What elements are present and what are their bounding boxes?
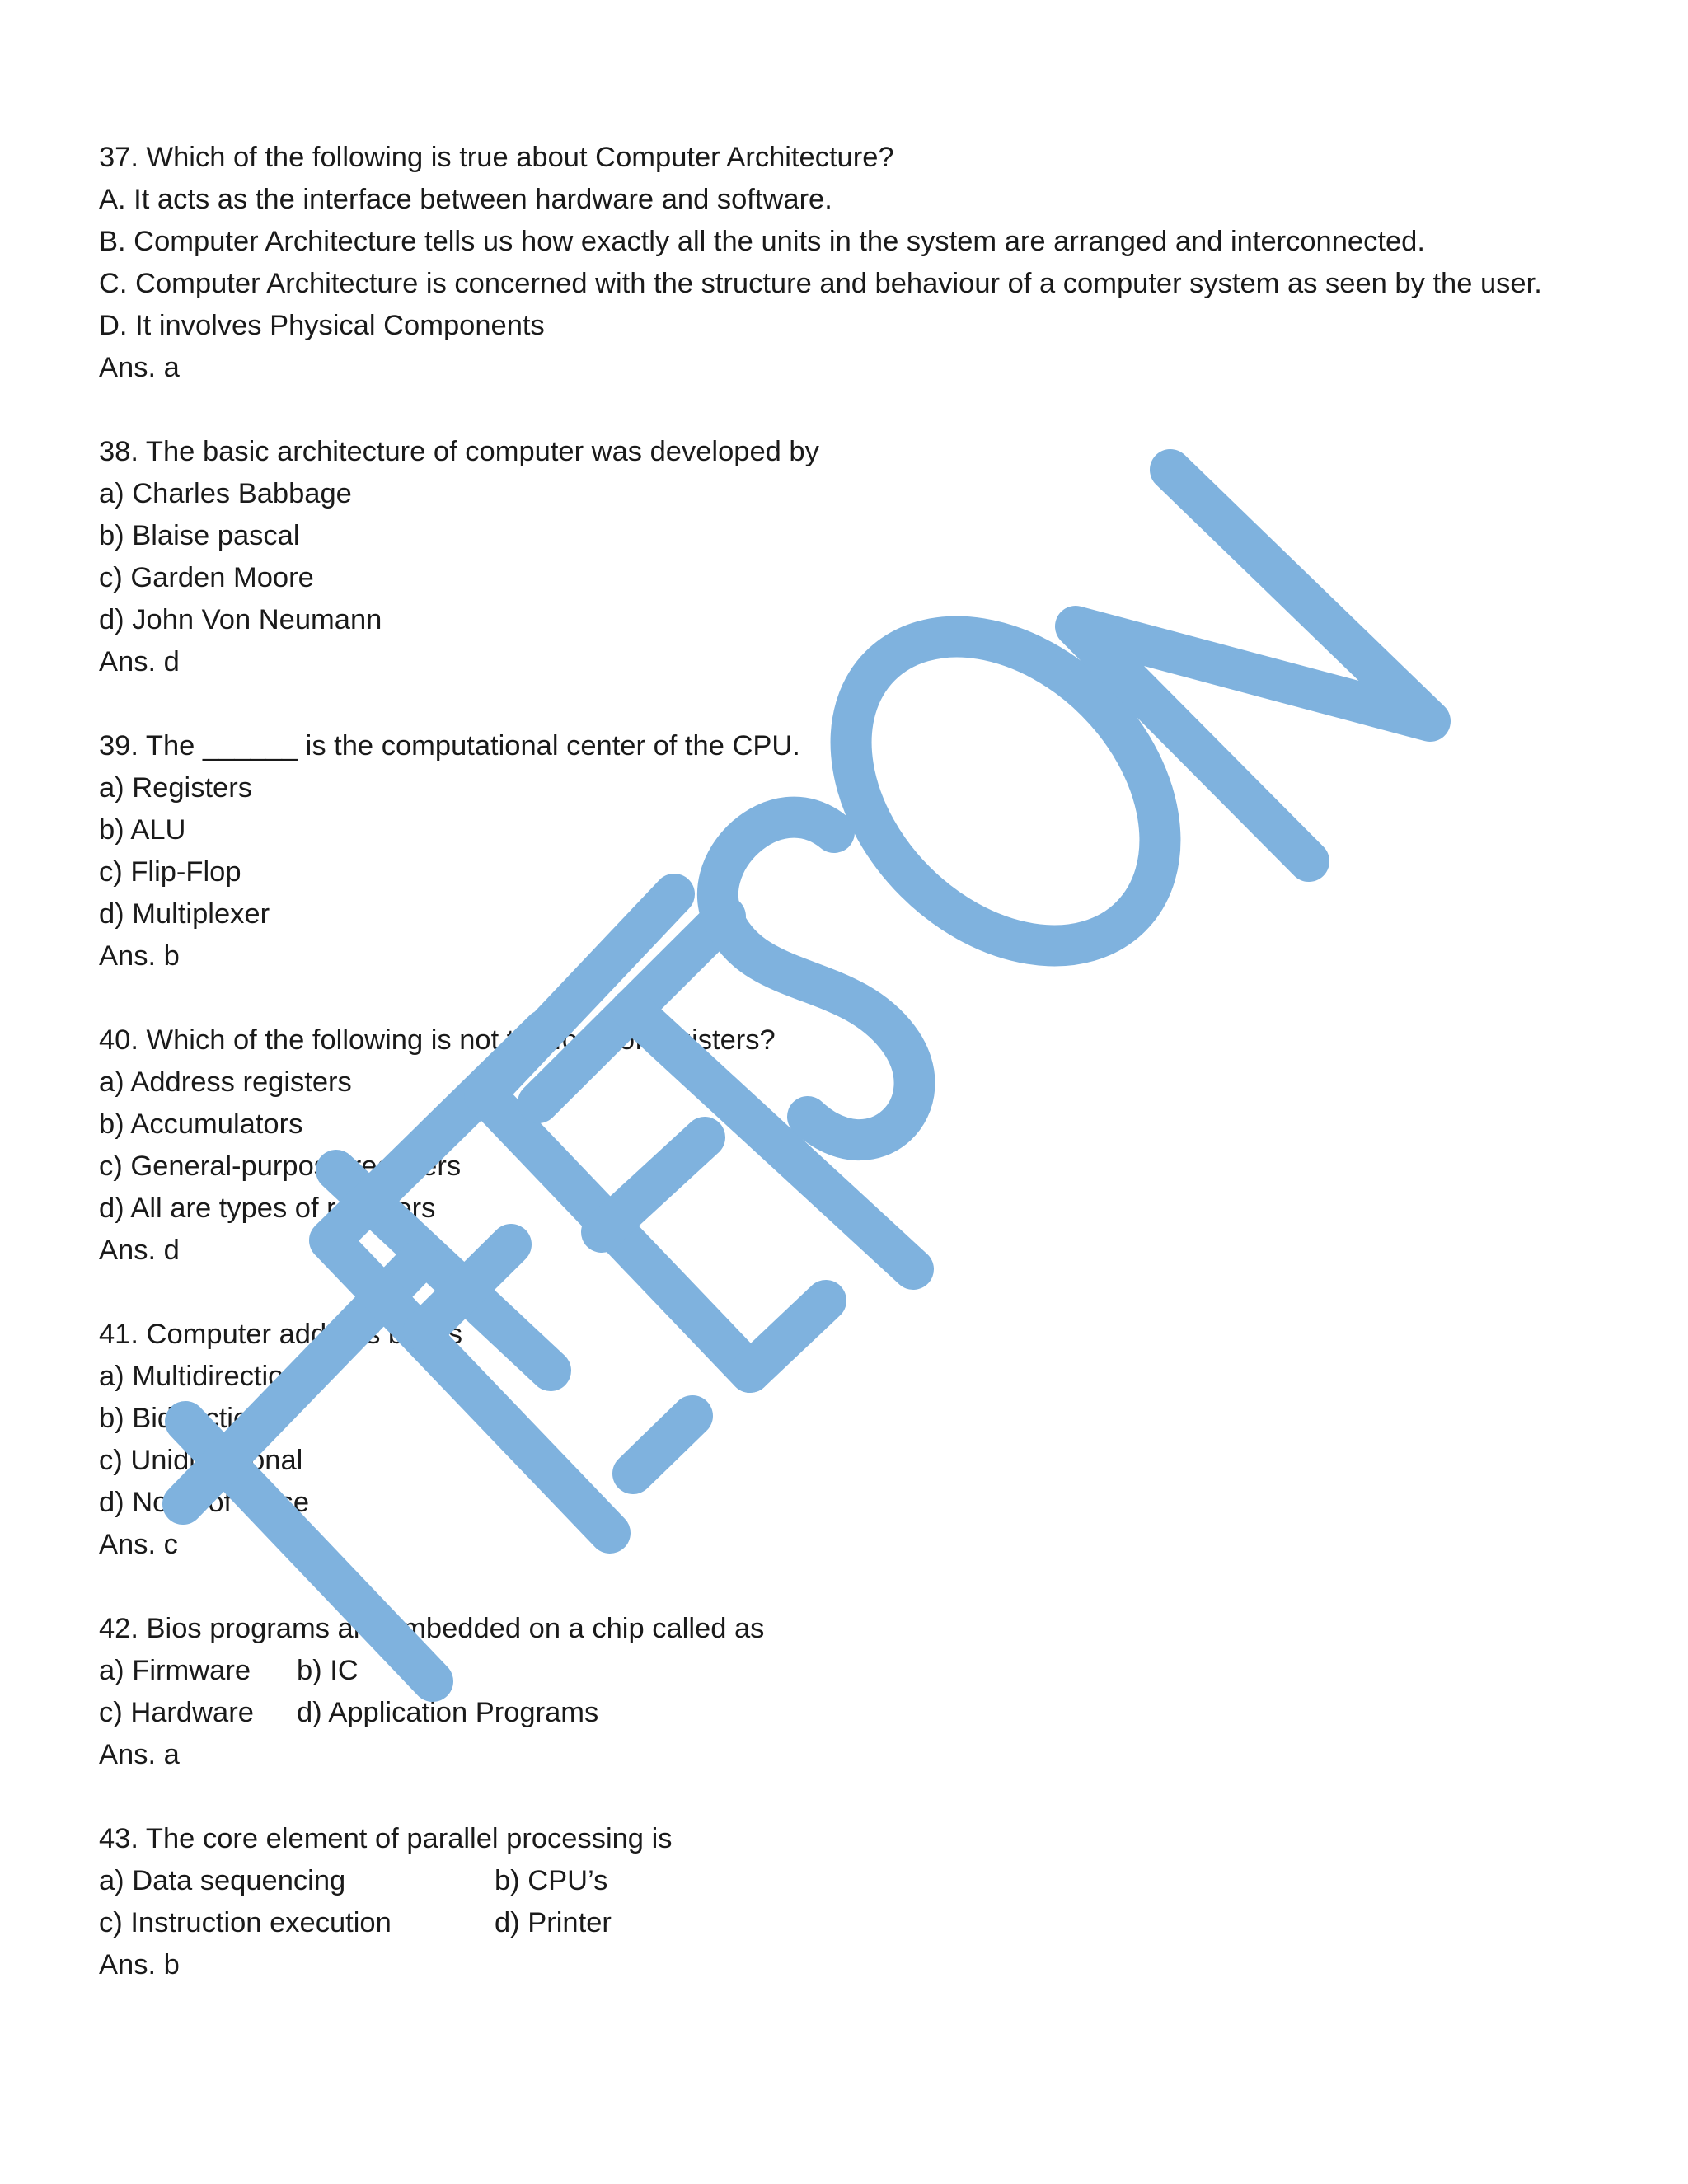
question-text: 41. Computer address bus is — [99, 1319, 463, 1350]
option-a: a) Address registers — [99, 1066, 352, 1098]
option-b: b) CPU’s — [495, 1865, 608, 1896]
option-c: c) Unidirectional — [99, 1445, 303, 1476]
option-a: a) Multidirectional — [99, 1361, 322, 1392]
option-c: c) Flip-Flop — [99, 856, 241, 888]
option-d: d) Printer — [495, 1907, 612, 1938]
option-b: b) ALU — [99, 814, 186, 846]
answer-text: Ans. b — [99, 1949, 180, 1980]
question-text: 42. Bios programs are embedded on a chip called as — [99, 1613, 765, 1644]
option-c: C. Computer Architecture is concerned with the structure and behaviour of a computer system as seen by the user. — [99, 268, 1542, 299]
option-row — [99, 1650, 1615, 1692]
question-list — [99, 137, 1615, 2028]
option-b: B. Computer Architecture tells us how exactly all the units in the system are arranged and interconnected. — [99, 226, 1425, 257]
question-block-37 — [99, 137, 1615, 389]
option-d: D. It involves Physical Components — [99, 310, 545, 341]
option-b: b) Accumulators — [99, 1108, 303, 1140]
option-b: b) Blaise pascal — [99, 520, 300, 551]
answer-text: Ans. d — [99, 646, 180, 677]
question-text: 39. The ______ is the computational center of the CPU. — [99, 730, 800, 762]
question-block-42 — [99, 1608, 1615, 1776]
option-c: c) Garden Moore — [99, 562, 314, 593]
option-a: a) Charles Babbage — [99, 478, 352, 509]
answer-text: Ans. a — [99, 1739, 180, 1770]
question-block-41 — [99, 1314, 1615, 1566]
option-c: c) Hardware — [99, 1697, 254, 1728]
option-d: d) None of these — [99, 1487, 310, 1518]
question-block-39 — [99, 725, 1615, 977]
option-d: d) All are types of registers — [99, 1193, 436, 1224]
option-a: a) Data sequencing — [99, 1865, 346, 1896]
question-text: 37. Which of the following is true about Computer Architecture? — [99, 142, 894, 173]
question-text: 38. The basic architecture of computer was developed by — [99, 436, 819, 467]
option-c: c) Instruction execution — [99, 1907, 392, 1938]
option-a: a) Firmware — [99, 1655, 251, 1686]
option-a: A. It acts as the interface between hardware and software. — [99, 184, 832, 215]
option-b: b) IC — [297, 1655, 359, 1686]
answer-text: Ans. d — [99, 1235, 180, 1266]
question-block-40 — [99, 1019, 1615, 1272]
question-text: 40. Which of the following is not the form of registers? — [99, 1024, 776, 1056]
option-c: c) General-purpose registers — [99, 1151, 462, 1182]
answer-text: Ans. a — [99, 352, 180, 383]
option-d: d) Application Programs — [297, 1697, 599, 1728]
answer-text: Ans. c — [99, 1529, 178, 1560]
option-d: d) John Von Neumann — [99, 604, 382, 635]
question-text: 43. The core element of parallel processing is — [99, 1823, 673, 1854]
answer-text: Ans. b — [99, 940, 180, 972]
option-row — [99, 1692, 1615, 1734]
question-block-38 — [99, 431, 1615, 683]
question-block-43 — [99, 1818, 1615, 1986]
option-d: d) Multiplexer — [99, 898, 270, 930]
option-row — [99, 1860, 1615, 1902]
option-b: b) Bidirectional — [99, 1403, 288, 1434]
option-row — [99, 1902, 1615, 1944]
option-a: a) Registers — [99, 772, 252, 804]
